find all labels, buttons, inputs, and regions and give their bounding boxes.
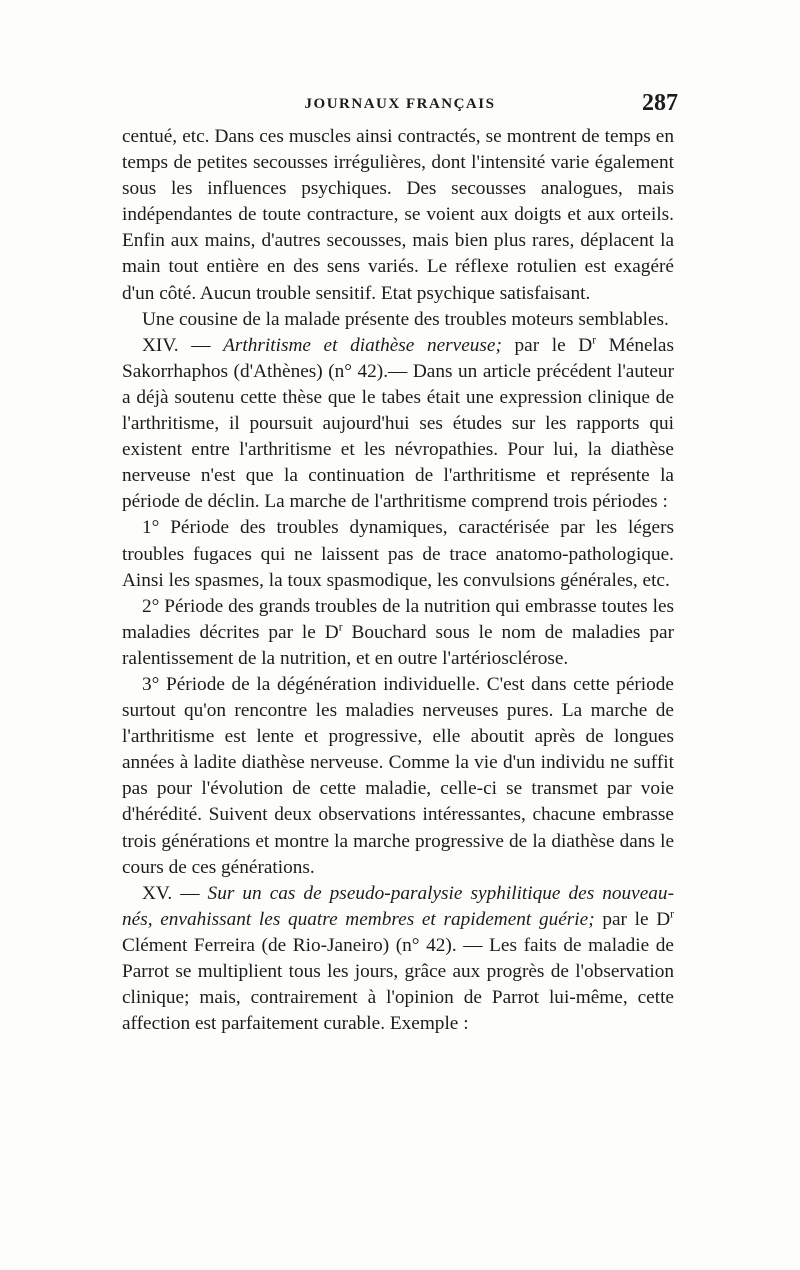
running-title: JOURNAUX FRANÇAIS: [304, 96, 496, 112]
body-text: [122, 124, 674, 1037]
article-title: Arthritisme et diathèse nerveuse;: [223, 334, 502, 356]
period-two: [122, 594, 674, 672]
paragraph-cousin: Une cousine de la malade présente des troubles moteurs semblables.: [142, 308, 669, 330]
section-xv: [122, 881, 674, 1038]
section-xiv: [122, 333, 674, 516]
running-head: [120, 88, 680, 124]
section-numeral: XV. —: [142, 882, 208, 904]
section-body: Ménelas Sakorrhaphos (d'Athènes) (n° 42).— Dans un article précédent l'auteur a déjà soutenu cette thèse que le tabes était une expression clinique de l'arthritisme, il poursuit aujourd'hui ses études sur les rapports qui existent entre l'arthritisme et les névropathies. Pour lui, la diathèse nerveuse n'est que la continuation de l'arthritisme et représente la période de déclin. La marche de l'arthritisme comprend trois périodes :: [122, 334, 674, 513]
period-two-start: 2° Période des grands troubles de la nutrition qui embrasse toutes les maladies décrites par le D: [122, 595, 674, 643]
author-prefix: par le D: [501, 334, 593, 356]
doctor-superscript: r: [592, 333, 597, 347]
section-numeral: XIV. —: [142, 334, 224, 356]
doctor-superscript: r: [670, 907, 674, 921]
period-one: 1° Période des troubles dynamiques, caractérisée par les légers troubles fugaces qui ne laissent pas de trace anatomo-pathologique. Ainsi les spasmes, la toux spasmodique, les convulsions générales, etc.: [122, 517, 674, 591]
section-body: Clément Ferreira (de Rio-Janeiro) (n° 42). — Les faits de maladie de Parrot se multiplient tous les jours, grâce aux progrès de l'observation clinique; mais, contrairement à l'opinion de Parrot lui-même, cette affection est parfaitement curable. Exemple :: [122, 934, 674, 1035]
period-two-rest: Bouchard sous le nom de maladies par ralentissement de la nutrition, et en outre l'artériosclérose.: [122, 621, 674, 669]
doctor-superscript: r: [338, 620, 343, 634]
article-title: Sur un cas de pseudo-paralysie syphilitique des nouveau-nés, envahissant les quatre membres et rapidement guérie;: [122, 882, 674, 930]
period-three: 3° Période de la dégénération individuelle. C'est dans cette période surtout qu'on rencontre les maladies nerveuses pures. La marche de l'arthritisme est lente et progressive, elle aboutit après de longues années à ladite diathèse nerveuse. Comme la vie d'un individu ne suffit pas pour l'évolution de cette maladie, celle-ci se transmet par voie d'hérédité. Suivent deux observations intéressantes, chacune embrasse trois générations et montre la marche progressive de la diathèse dans le cours de ces générations.: [122, 673, 674, 878]
page-number: 287: [642, 90, 678, 116]
author-prefix: par le D: [594, 908, 671, 930]
paragraph-continuation: centué, etc. Dans ces muscles ainsi contractés, se montrent de temps en temps de petites secousses irrégulières, dont l'intensité varie également sous les influences psychiques. Des secousses analogues, mais indépendantes de toute contracture, se voient aux doigts et aux orteils. Enfin aux mains, d'autres secousses, mais bien plus rares, déplacent la main tout entière en des sens variés. Le réflexe rotulien est exagéré d'un côté. Aucun trouble sensitif. Etat psychique satisfaisant.: [122, 126, 674, 304]
